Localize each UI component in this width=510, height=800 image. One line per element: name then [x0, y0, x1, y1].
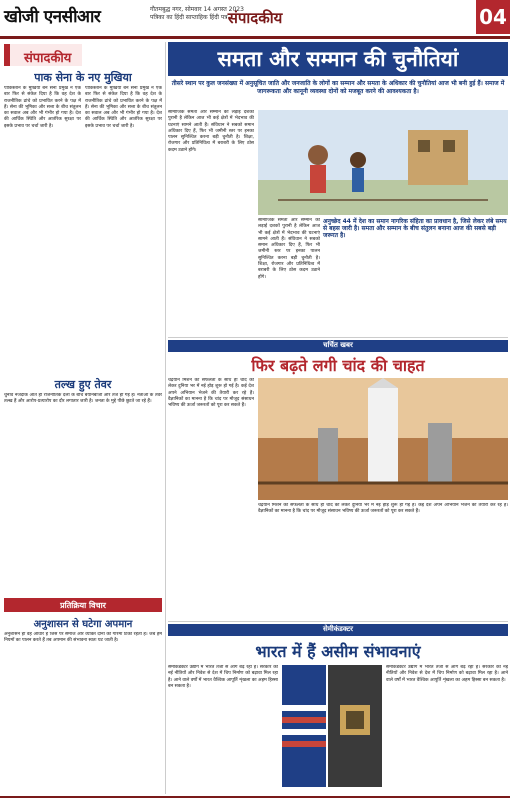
third-headline: भारत में हैं असीम संभावनाएं — [255, 642, 421, 661]
page-number: 04 — [476, 0, 510, 34]
editorial-body-1: पाकिस्तान के मुखिया बने सेना प्रमुख ने एक बार फिर से संकेत दिया है कि वह देश के राजनीतिक ढांचे को प्रभावित करने के पक्ष में हैं। सेना की भूमिका और सत्ता के बीच संतुलन का सवाल अब और भी गंभीर हो गया है। देश की आर्थिक स्थिति और आतंरिक सुरक्षा पर इसके प्रभाव पर चर्चा जारी है। — [4, 86, 81, 129]
second-body-cont: चंद्रयान मिशन की सफलता के साथ ही चांद को लेकर दुनिया भर में नई होड़ शुरू हो गई है। कई देश अपने अभियान भेजने की तैयारी कर रहे हैं। वैज्ञानिकों का मानना है कि चांद पर मौजूद संसाधन भविष्य की ऊर्जा जरूरतों को पूरा कर सकते हैं। — [258, 503, 508, 515]
lead-body-cont: सामाजिक समता और सम्मान की लड़ाई दशकों पुरानी है लेकिन आज भी कई क्षेत्रों में भेदभाव की घटनाएं सामने आती हैं। संविधान ने सबको समान अधिकार दिए हैं, फिर भी जमीनी स्तर पर इनका पालन सुनिश्चित करना बड़ी चुनौती है। शिक्षा, रोजगार और प्रतिनिधित्व में बराबरी के लिए ठोस कदम उठाने होंगे। — [258, 218, 320, 280]
editorial-body-1-col-a — [4, 86, 81, 371]
thought-body-col — [4, 632, 162, 792]
column-divider — [165, 42, 166, 794]
second-label-bar — [168, 340, 508, 352]
second-body-col-a — [168, 378, 254, 618]
story-divider — [168, 337, 508, 338]
editorial-headline-1: पाक सेना के नए मुखिया — [34, 71, 132, 84]
editorial-tag — [4, 44, 82, 66]
lead-subhead: तीसरे स्थान पर कुल जनसंख्या में अनुसूचित जाति और जनजाति के लोगों का सम्मान और समता के अधिकार की चुनौतियां आज भी बनी हुई हैं। समाज में जागरूकता और कानूनी व्यवस्था दोनों को मजबूत करने की आवश्यकता है। — [171, 80, 505, 95]
third-body: सेमीकंडक्टर उद्योग में भारत तेजी से आगे बढ़ रहा है। सरकार की नई नीतियों और निवेश से देश में चिप निर्माण को बढ़ावा मिल रहा है। आने वाले वर्षों में भारत वैश्विक आपूर्ति शृंखला का अहम हिस्सा बन सकता है। — [168, 665, 278, 689]
thought-headline: अनुशासन से घटेगा अपमान — [33, 619, 133, 630]
editorial-tag-label: संपादकीय — [24, 51, 72, 66]
tagline-text: पत्रिका का हिंदी साप्ताहिक हिंदी पत्र — [150, 14, 228, 21]
masthead — [0, 0, 510, 36]
editorial-body-2: चुनाव नजदीक आते ही राजनीतिक दलों के बीच बयानबाजी और तेज हो गई है। नेताओं के तेवर तल्ख हैं और आरोप-प्रत्यारोप का दौर लगातार जारी है। जनता के मुद्दे पीछे छूटते जा रहे हैं। — [4, 393, 162, 405]
editorial-body-1-cont: पाकिस्तान के मुखिया बने सेना प्रमुख ने एक बार फिर से संकेत दिया है कि वह देश के राजनीतिक ढांचे को प्रभावित करने के पक्ष में हैं। सेना की भूमिका और सत्ता के बीच संतुलन का सवाल अब और भी गंभीर हो गया है। देश की आर्थिक स्थिति और आतंरिक सुरक्षा पर इसके प्रभाव पर चर्चा जारी है। — [85, 86, 162, 129]
lead-headline: समता और सम्मान की चुनौतियां — [168, 42, 508, 76]
second-headline: फिर बढ़ते लगी चांद की चाहत — [251, 356, 425, 375]
masthead-rule — [0, 36, 510, 39]
lead-illustration — [258, 110, 508, 215]
thought-label-box — [4, 598, 162, 612]
third-body-col-b — [386, 665, 508, 793]
semiconductor-chip-photo — [328, 665, 382, 787]
us-flag-chip-photo — [282, 665, 326, 787]
lead-pullquote: अनुच्छेद 44 में देश का समान नागरिक संहिता का प्रावधान है, जिसे लेकर लंबे समय से बहस जारी है। समता और सम्मान के बीच संतुलन बनाना आज की सबसे बड़ी जरूरत है। — [323, 218, 507, 240]
third-label-bar — [168, 624, 508, 636]
editorial-headline-2: तल्ख हुए तेवर — [54, 378, 112, 391]
newspaper-logo: खोजी एनसीआर — [4, 7, 101, 27]
third-label: सेमीकंडक्टर — [322, 625, 354, 633]
moon-mission-photo — [258, 378, 508, 500]
date-text: गौतमबुद्ध नगर, सोमवार 14 अगस्त 2023 — [150, 6, 244, 13]
editorial-body-2-col — [4, 393, 162, 593]
editorial-body-1-col-b — [85, 86, 162, 371]
story-divider — [168, 621, 508, 622]
lead-body: सामाजिक समता और सम्मान की लड़ाई दशकों पुरानी है लेकिन आज भी कई क्षेत्रों में भेदभाव की घटनाएं सामने आती हैं। संविधान ने सबको समान अधिकार दिए हैं, फिर भी जमीनी स्तर पर इनका पालन सुनिश्चित करना बड़ी चुनौती है। शिक्षा, रोजगार और प्रतिनिधित्व में बराबरी के लिए ठोस कदम उठाने होंगे। — [168, 110, 254, 153]
third-body-cont: सेमीकंडक्टर उद्योग में भारत तेजी से आगे बढ़ रहा है। सरकार की नई नीतियों और निवेश से देश में चिप निर्माण को बढ़ावा मिल रहा है। आने वाले वर्षों में भारत वैश्विक आपूर्ति शृंखला का अहम हिस्सा बन सकता है। — [386, 665, 508, 683]
footer-rule — [0, 796, 510, 798]
second-body: चंद्रयान मिशन की सफलता के साथ ही चांद को लेकर दुनिया भर में नई होड़ शुरू हो गई है। कई देश अपने अभियान भेजने की तैयारी कर रहे हैं। वैज्ञानिकों का मानना है कि चांद पर मौजूद संसाधन भविष्य की ऊर्जा जरूरतों को पूरा कर सकते हैं। — [168, 378, 254, 409]
lead-body-col-b — [258, 218, 320, 335]
third-body-col-a — [168, 665, 278, 793]
thought-label: प्रतिक्रिया विचार — [60, 601, 106, 610]
section-title: संपादकीय — [227, 9, 283, 27]
lead-body-col-a — [168, 110, 254, 335]
second-label: चर्चित खबर — [323, 341, 353, 349]
second-body-col-b — [258, 503, 508, 618]
thought-body: अनुशासन ही वह आधार है जिस पर समाज और व्यक्ति दोनों की गरिमा टिकी रहती है। जब हम नियमों का पालन करते हैं तब अपमान की संभावना स्वतः घट जाती है। — [4, 632, 162, 644]
